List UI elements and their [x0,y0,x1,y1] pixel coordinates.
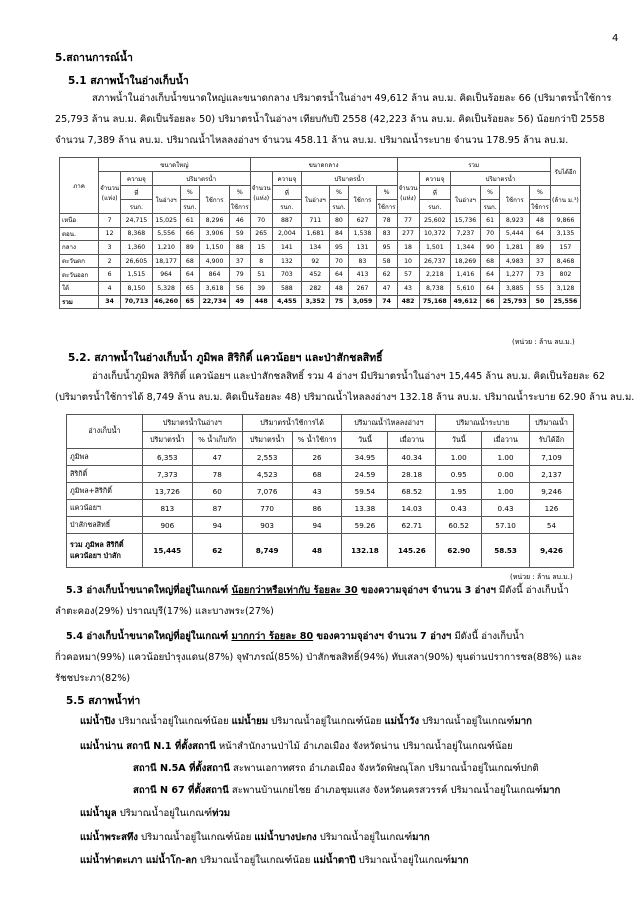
th-capacity-3: รนก. [419,200,451,214]
table-cell: 448 [250,295,272,309]
table-cell: 0.43 [436,500,482,517]
table-cell: 68 [180,254,200,268]
table-cell: 3,059 [349,295,376,309]
table-cell: 47 [192,449,242,466]
table-cell: 132.18 [342,534,388,568]
table-cell: 452 [302,268,330,282]
table-cell: 1.00 [482,483,530,500]
th-receivable: รับได้อีก [550,158,580,186]
river-line-5: แม่น้ำมูล ปริมาณน้ำอยู่ในเกณฑ์ท่วม [80,808,231,819]
table-cell: 15 [250,241,272,255]
sec54-line-1: 5.4 อ่างเก็บน้ำขนาดใหญ่ที่อยู่ในเกณฑ์ มากกว่า ร้อยละ 80 ของความจุอ่างฯ จำนวน 7 อ่างฯ มีดังนี้ อ่างเก็บน้ำ [66,631,525,642]
table-cell: 2 [99,254,121,268]
region-cell: ตะวันตก [60,254,99,268]
table-cell: 75 [329,295,349,309]
table-cell: 90 [480,241,500,255]
section-5-5-title: 5.5 สภาพน้ำท่า [66,695,141,707]
th-group-large: ขนาดใหญ่ [99,158,251,172]
th-count: จำนวน (แห่ง) [99,172,121,214]
table-row [60,241,581,255]
table-cell: 132 [272,254,301,268]
th-s-usable: ปริมาตรน้ำ [242,432,292,449]
table-cell: 8,749 [242,534,292,568]
table-cell: 813 [142,500,192,517]
table-cell: 58.53 [482,534,530,568]
sec54-line-2: กิ่วคอหมา(99%) แควน้อยบำรุงแดน(87%) จุฬาภรณ์(85%) ป่าสักชลสิทธิ์(94%) ทับเสลา(90%) ขุนด่านปราการชล(88%) และ [55,652,582,663]
th-usable-pct-2: ใช้การ [229,200,250,214]
table-cell: 887 [272,214,301,228]
table-cell: 5,610 [451,281,481,295]
river-line-6: แม่น้ำพระสทึง ปริมาณน้ำอยู่ในเกณฑ์น้อย แม่น้ำบางปะกง ปริมาณน้ำอยู่ในเกณฑ์มาก [80,832,430,843]
table-cell: 770 [242,500,292,517]
table-cell: 48 [292,534,342,568]
table-cell: 4,983 [500,254,530,268]
table-cell: 1,515 [121,268,153,282]
table-cell: 34 [99,295,121,309]
region-cell: ใต้ [60,281,99,295]
th-usable-pct-2: ใช้การ [376,200,397,214]
table-cell: 7,373 [142,466,192,483]
table-cell: 95 [376,241,397,255]
th-count: จำนวน (แห่ง) [397,172,419,214]
sec54-line-3: รัชชประภา(82%) [55,673,131,684]
table-cell: 802 [550,268,580,282]
sec52-line-1: อ่างเก็บน้ำภูมิพล สิริกิติ์ แควน้อยฯ และป่าสักชลสิทธิ์ รวม 4 อ่างฯ มีปริมาตรน้ำในอ่างฯ 15,445 ล้าน ลบ.ม. คิดเป็นร้อยละ 62 [92,371,605,382]
river-line-3: สถานี N.5A ที่ตั้งสถานี สะพานเอกาทศรถ อำเภอเมือง จังหวัดพิษณุโลก ปริมาณน้ำอยู่ในเกณฑ์ปกติ [133,763,539,774]
th-s-usable-pct: % น้ำใช้การ [292,432,342,449]
table-cell: 75,168 [419,295,451,309]
table-cell: 25,793 [500,295,530,309]
table-row [60,254,581,268]
sec51-line-2: 25,793 ล้าน ลบ.ม. คิดเป็นร้อยละ 50) ปริมาตรน้ำในอ่างฯ เทียบกับปี 2558 (42,223 ล้าน ลบ.ม. คิดเป็นร้อยละ 56) น้อยกว่าปี 2558 [55,114,605,125]
table-cell: 265 [250,227,272,241]
table-cell: 703 [272,268,301,282]
th-usable-pct: % [229,186,250,200]
table-cell: 145.26 [388,534,436,568]
table-cell: 57.10 [482,517,530,534]
table-cell: 7,076 [242,483,292,500]
table-cell: 134 [302,241,330,255]
table-cell: 46,260 [152,295,180,309]
table-cell: 54 [529,517,573,534]
table-cell: 3,352 [302,295,330,309]
table-cell: 64 [530,227,551,241]
table-cell: 62.90 [436,534,482,568]
table-cell: 62 [376,268,397,282]
table-cell: 0.95 [436,466,482,483]
region-cell: เหนือ [60,214,99,228]
table-cell: 1,416 [451,268,481,282]
table-cell: 83 [349,254,376,268]
th-usable-pct: % [376,186,397,200]
reservoir-summary-table [59,157,581,309]
table-cell: 59.26 [342,517,388,534]
table-cell: 79 [229,268,250,282]
table-cell: 8,150 [121,281,153,295]
table-cell: 48 [329,281,349,295]
th-group-total: รวม [397,158,550,172]
table-row [67,500,574,517]
table-cell: 83 [376,227,397,241]
table-cell: 89 [180,241,200,255]
table-row [67,466,574,483]
table1-unit-note: (หน่วย : ล้าน ลบ.ม.) [512,338,575,346]
th-capacity-2: ที่ [272,186,301,200]
table-cell: 28.18 [388,466,436,483]
reservoir-name-cell: ภูมิพล+สิริกิติ์ [67,483,143,500]
sec53-line-1: 5.3 อ่างเก็บน้ำขนาดใหญ่ที่อยู่ในเกณฑ์ น้อยกว่าหรือเท่ากับ ร้อยละ 30 ของความจุอ่างฯ จำนวน 3 อ่างฯ มีดังนี้ อ่างเก็บน้ำ [66,585,569,596]
table-row [67,517,574,534]
table-cell: 5,444 [500,227,530,241]
table-cell: 49,612 [451,295,481,309]
table-cell: 70 [480,227,500,241]
table-cell: 1,681 [302,227,330,241]
th-pct-unit: รนก. [180,200,200,214]
table-cell: 4 [99,281,121,295]
river-line-7: แม่น้ำท่าตะเภา แม่น้ำโก-ลก ปริมาณน้ำอยู่ในเกณฑ์น้อย แม่น้ำตาปี ปริมาณน้ำอยู่ในเกณฑ์มาก [80,855,469,866]
th-capacity: ความจุ [419,172,451,186]
table-cell: 1,281 [500,241,530,255]
table-cell: 14.03 [388,500,436,517]
table-total-row [67,534,574,568]
th-g-usable: ปริมาตรน้ำใช้การได้ [242,415,342,432]
table-cell: 9,426 [529,534,573,568]
table-cell: 70 [329,254,349,268]
table-cell: 47 [376,281,397,295]
table-cell: 64 [329,268,349,282]
table-cell: 864 [200,268,230,282]
table-cell: 94 [292,517,342,534]
sec52-line-2: (ปริมาตรน้ำใช้การได้ 8,749 ล้าน ลบ.ม. คิดเป็นร้อยละ 48) ปริมาณน้ำไหลลงอ่างฯ 132.18 ล้าน ลบ.ม. ปริมาณน้ำระบาย 62.90 ล้าน ลบ.ม. [55,392,635,403]
th-s-today: วันนี้ [342,432,388,449]
table-cell: 3,885 [500,281,530,295]
table-cell: 26,737 [419,254,451,268]
table-cell: 62 [192,534,242,568]
table-cell: 18,269 [451,254,481,268]
th-s-volume-pct: % น้ำเก็บกัก [192,432,242,449]
table-cell: 1.95 [436,483,482,500]
table-cell: 5,328 [152,281,180,295]
table-cell: 18 [397,241,419,255]
table-cell: 55 [530,281,551,295]
table-cell: 77 [397,214,419,228]
table-cell: 61 [180,214,200,228]
th-volume: ปริมาตรน้ำ [302,172,398,186]
table-cell: 94 [192,517,242,534]
sec53-line-2: ลำตะคอง(29%) ปราณบุรี(17%) และบางพระ(27%) [55,606,274,617]
table-cell: 61 [480,214,500,228]
th-g-volume: ปริมาตรน้ำในอ่างฯ [142,415,242,432]
th-region: ภาค [60,158,99,214]
table-cell: 9,246 [529,483,573,500]
region-cell: ตอน. [60,227,99,241]
table-cell: 70,713 [121,295,153,309]
th-capacity: ความจุ [121,172,153,186]
th-usable: ใช้การ [349,186,376,214]
table-cell: 3 [99,241,121,255]
table-cell: 588 [272,281,301,295]
table-cell: 50 [530,295,551,309]
th-pct: % [180,186,200,200]
table-body [60,214,581,309]
table-cell: 9,866 [550,214,580,228]
section-5-2-title: 5.2. สภาพน้ำในอ่างเก็บน้ำ ภูมิพล สิริกิติ์ แควน้อยฯ และป่าสักชลสิทธิ์ [68,352,383,364]
table-cell: 6 [99,268,121,282]
table-cell: 0.00 [482,466,530,483]
table-cell: 267 [349,281,376,295]
th-count: จำนวน (แห่ง) [250,172,272,214]
table-cell: 80 [329,214,349,228]
table-cell: 711 [302,214,330,228]
table-cell: 15,445 [142,534,192,568]
table-cell: 26,605 [121,254,153,268]
table-cell: 1,501 [419,241,451,255]
table-cell: 7,109 [529,449,573,466]
table-cell: 37 [229,254,250,268]
table-cell: 86 [292,500,342,517]
th-g-inflow: ปริมาณน้ำไหลลงอ่างฯ [342,415,436,432]
reservoir-name-cell: ภูมิพล [67,449,143,466]
sec51-line-1: สภาพน้ำในอ่างเก็บน้ำขนาดใหญ่และขนาดกลาง ปริมาตรน้ำในอ่างฯ 49,612 ล้าน ลบ.ม. คิดเป็นร้อยละ 66 (ปริมาตรน้ำใช้การ [92,93,612,104]
th-g-outflow: ปริมาณน้ำระบาย [436,415,530,432]
table-row [67,449,574,466]
major-reservoir-table [66,414,574,568]
table-row [60,268,581,282]
th-pct: % [480,186,500,200]
table-cell: 3,128 [550,281,580,295]
table-cell: 1.00 [436,449,482,466]
th-inres: ในอ่างฯ [152,186,180,214]
table-cell: 34.95 [342,449,388,466]
table-cell: 40.34 [388,449,436,466]
th-s-receivable: รับได้อีก [529,432,573,449]
table-cell: 78 [192,466,242,483]
th-s-yesterday-2: เมื่อวาน [482,432,530,449]
th-usable: ใช้การ [200,186,230,214]
th-pct: % [329,186,349,200]
table-cell: 10 [397,254,419,268]
table-cell: 1,538 [349,227,376,241]
table-cell: 84 [329,227,349,241]
table-cell: 5,556 [152,227,180,241]
th-capacity: ความจุ [272,172,301,186]
table-cell: 277 [397,227,419,241]
table-cell: 482 [397,295,419,309]
river-line-4: สถานี N 67 ที่ตั้งสถานี สะพานบ้านเกยไชย อำเภอชุมแสง จังหวัดนครสวรรค์ ปริมาณน้ำอยู่ในเกณฑ์มาก [133,785,561,796]
table-cell: 7,237 [451,227,481,241]
table-cell: 70 [250,214,272,228]
region-cell: ตะวันออก [60,268,99,282]
page-number: 4 [612,33,619,44]
river-line-2: แม่น้ำน่าน สถานี N.1 ที่ตั้งสถานี หน้าสำนักงานป่าไม้ อำเภอเมือง จังหวัดน่าน ปริมาณน้ำอยู่ในเกณฑ์น้อย [80,741,513,752]
table-cell: 48 [530,214,551,228]
region-cell: รวม [60,295,99,309]
reservoir-name-cell: ป่าสักชลสิทธิ์ [67,517,143,534]
table-cell: 60.52 [436,517,482,534]
table-cell: 15,025 [152,214,180,228]
table-cell: 8,296 [200,214,230,228]
table-cell: 58 [376,254,397,268]
table-cell: 413 [349,268,376,282]
table-body [67,449,574,534]
th-reservoir: อ่างเก็บน้ำ [67,415,143,449]
table-cell: 66 [180,227,200,241]
table-cell: 4,900 [200,254,230,268]
table-cell: 15,736 [451,214,481,228]
table-cell: 2,004 [272,227,301,241]
total-label: รวม ภูมิพล สิริกิติ์ แควน้อยฯ ป่าสัก [67,534,143,568]
table-cell: 8,368 [121,227,153,241]
table-cell: 8,738 [419,281,451,295]
table-cell: 39 [250,281,272,295]
sec51-line-3: จำนวน 7,389 ล้าน ลบ.ม. ปริมาณน้ำไหลลงอ่างฯ จำนวน 458.11 ล้าน ลบ.ม. ปริมาณน้ำระบาย จำนวน 178.95 ล้าน ลบ.ม. [55,135,569,146]
table-cell: 12 [99,227,121,241]
table-cell: 906 [142,517,192,534]
table-cell: 25,602 [419,214,451,228]
th-receivable-unit: (ล้าน ม.³) [550,186,580,214]
river-line-1: แม่น้ำปิง ปริมาณน้ำอยู่ในเกณฑ์น้อย แม่น้ำยม ปริมาณน้ำอยู่ในเกณฑ์น้อย แม่น้ำวัง ปริมาณน้ำอยู่ในเกณฑ์มาก [80,716,532,727]
th-g-receivable: ปริมาณน้ำ [529,415,573,432]
table-cell: 64 [180,268,200,282]
th-s-today-2: วันนี้ [436,432,482,449]
table-cell: 56 [229,281,250,295]
table-cell: 59 [229,227,250,241]
table-cell: 3,618 [200,281,230,295]
th-usable-pct-2: ใช้การ [530,200,551,214]
table-cell: 0.43 [482,500,530,517]
table-cell: 4,455 [272,295,301,309]
table-cell: 7 [99,214,121,228]
table-cell: 68 [292,466,342,483]
table-cell: 92 [302,254,330,268]
table-cell: 43 [397,281,419,295]
table-cell: 126 [529,500,573,517]
th-s-volume: ปริมาตรน้ำ [142,432,192,449]
table-cell: 1.00 [482,449,530,466]
th-usable-pct: % [530,186,551,200]
table-cell: 22,734 [200,295,230,309]
table-cell: 4,523 [242,466,292,483]
table-cell: 73 [530,268,551,282]
table-cell: 57 [397,268,419,282]
table-cell: 64 [480,281,500,295]
table-cell: 1,344 [451,241,481,255]
th-inres: ในอ่างฯ [451,186,481,214]
table-cell: 1,150 [200,241,230,255]
table-cell: 964 [152,268,180,282]
table-cell: 2,553 [242,449,292,466]
table-cell: 13,726 [142,483,192,500]
table-cell: 8,468 [550,254,580,268]
table-cell: 3,906 [200,227,230,241]
th-capacity-3: รนก. [272,200,301,214]
table-row [60,281,581,295]
th-capacity-2: ที่ [121,186,153,200]
table-cell: 2,218 [419,268,451,282]
table-cell: 65 [180,281,200,295]
table-cell: 68.52 [388,483,436,500]
th-volume: ปริมาตรน้ำ [451,172,551,186]
table-cell: 6,353 [142,449,192,466]
table-cell: 78 [376,214,397,228]
table-cell: 25,556 [550,295,580,309]
table-cell: 95 [329,241,349,255]
table-cell: 88 [229,241,250,255]
table-cell: 1,277 [500,268,530,282]
table-cell: 24,715 [121,214,153,228]
reservoir-name-cell: สิริกิติ์ [67,466,143,483]
table-cell: 68 [480,254,500,268]
table-cell: 1,210 [152,241,180,255]
section-5-title: 5.สถานการณ์น้ำ [55,52,133,64]
table-row [67,483,574,500]
table-cell: 627 [349,214,376,228]
table-cell: 3,135 [550,227,580,241]
table-cell: 10,372 [419,227,451,241]
table2-unit-note: (หน่วย : ล้าน ลบ.ม.) [510,573,573,581]
table-cell: 8 [250,254,272,268]
table-cell: 282 [302,281,330,295]
table-cell: 65 [180,295,200,309]
table-cell: 157 [550,241,580,255]
table-cell: 89 [530,241,551,255]
table-row [60,214,581,228]
table-cell: 59.54 [342,483,388,500]
table-row [60,227,581,241]
table-cell: 43 [292,483,342,500]
table-cell: 51 [250,268,272,282]
table-cell: 2,137 [529,466,573,483]
th-pct-unit: รนก. [329,200,349,214]
table-cell: 24.59 [342,466,388,483]
table-cell: 60 [192,483,242,500]
table-cell: 131 [349,241,376,255]
reservoir-name-cell: แควน้อยฯ [67,500,143,517]
region-cell: กลาง [60,241,99,255]
th-s-yesterday: เมื่อวาน [388,432,436,449]
th-capacity-3: รนก. [121,200,153,214]
table-cell: 26 [292,449,342,466]
th-group-medium: ขนาดกลาง [250,158,397,172]
th-volume: ปริมาตรน้ำ [152,172,250,186]
table-cell: 62.71 [388,517,436,534]
section-5-1-title: 5.1 สภาพน้ำในอ่างเก็บน้ำ [68,75,189,87]
table-cell: 1,360 [121,241,153,255]
table-cell: 66 [480,295,500,309]
table-total-row [60,295,581,309]
th-inres: ในอ่างฯ [302,186,330,214]
table-cell: 13.38 [342,500,388,517]
table-cell: 141 [272,241,301,255]
th-capacity-2: ที่ [419,186,451,200]
table-cell: 46 [229,214,250,228]
table-cell: 49 [229,295,250,309]
table-cell: 74 [376,295,397,309]
th-usable: ใช้การ [500,186,530,214]
table-cell: 37 [530,254,551,268]
table-cell: 18,177 [152,254,180,268]
table-cell: 903 [242,517,292,534]
th-pct-unit: รนก. [480,200,500,214]
table-cell: 8,923 [500,214,530,228]
table-cell: 87 [192,500,242,517]
table-cell: 64 [480,268,500,282]
